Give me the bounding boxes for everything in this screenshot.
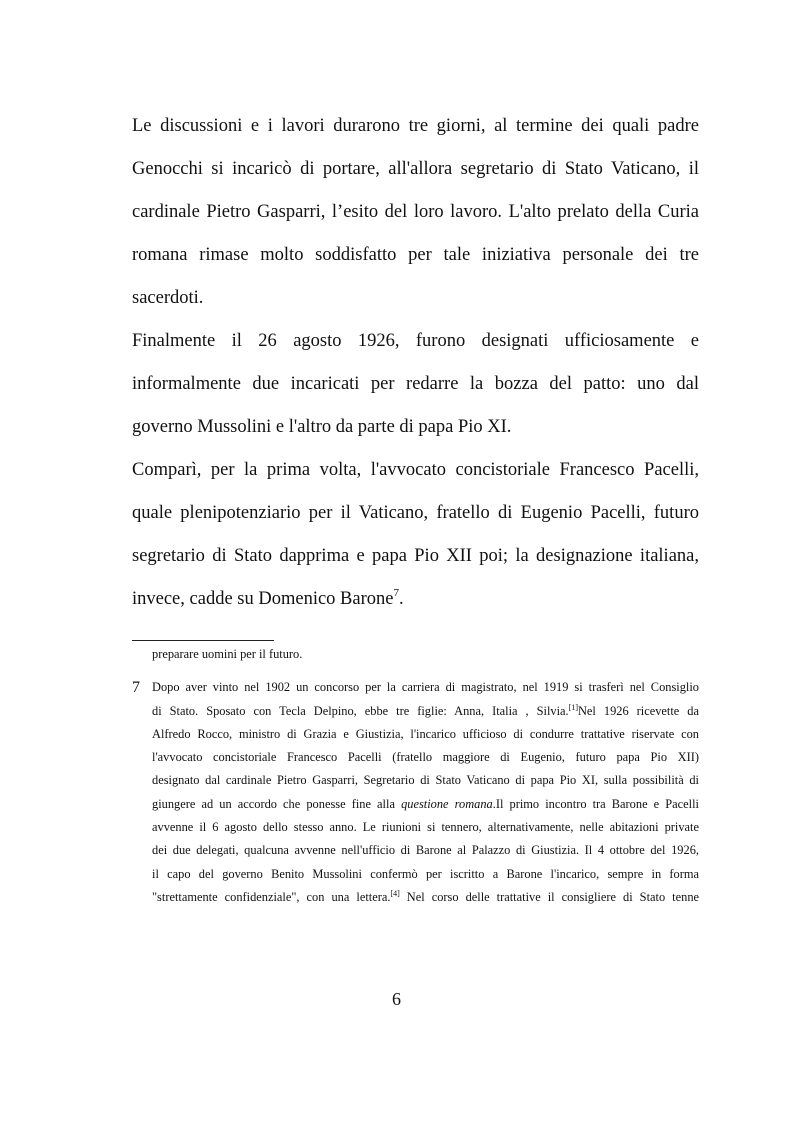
text-fragment: . bbox=[398, 589, 404, 609]
footnote-gap bbox=[132, 666, 699, 676]
text-line: quale plenipotenziario per il Vaticano, fratello di Eugenio Pacelli, futuro bbox=[132, 503, 699, 523]
text-line: segretario di Stato dapprima e papa Pio XII poi; la designazione italiana, bbox=[132, 546, 699, 566]
body-text bbox=[132, 105, 699, 621]
footnote-line: avvenne il 6 agosto dello stesso anno. Le riunioni si tennero, alternativamente, nelle abitazioni private bbox=[152, 820, 699, 835]
text-line: Comparì, per la prima volta, l'avvocato concistoriale Francesco Pacelli, bbox=[132, 460, 699, 480]
page-number: 6 bbox=[392, 989, 401, 1009]
text-line: sacerdoti. bbox=[132, 288, 204, 308]
text-fragment: "strettamente confidenziale", con una lettera. bbox=[152, 889, 391, 904]
footnote-separator bbox=[132, 640, 274, 641]
text-line: romana rimase molto soddisfatto per tale iniziativa personale dei tre bbox=[132, 245, 699, 265]
paragraph-3 bbox=[132, 449, 699, 621]
footnote-line: dei due delegati, qualcuna avvenne nell'ufficio di Barone al Palazzo di Giustizia. Il 4 ottobre del 1926, bbox=[152, 843, 699, 858]
footnote-line bbox=[132, 793, 699, 816]
text-line: governo Mussolini e l'altro da parte di papa Pio XI. bbox=[132, 417, 512, 437]
citation-reference[interactable]: [4] bbox=[390, 888, 400, 898]
footnote-line bbox=[132, 676, 699, 699]
footnote-line: il capo del governo Benito Mussolini confermò per iscritto a Barone l'incarico, sempre in forma bbox=[152, 866, 699, 881]
text-line bbox=[132, 578, 699, 621]
text-line: Finalmente il 26 agosto 1926, furono designati ufficiosamente e bbox=[132, 331, 699, 351]
footnote-continuation: preparare uomini per il futuro. bbox=[152, 647, 303, 661]
footnote-line bbox=[132, 886, 699, 909]
text-fragment: invece, cadde su Domenico Barone bbox=[132, 589, 394, 609]
text-line: Le discussioni e i lavori durarono tre giorni, al termine dei quali padre bbox=[132, 116, 699, 136]
footnotes bbox=[132, 643, 699, 909]
footnote-7 bbox=[132, 676, 699, 909]
text-fragment: giungere ad un accordo che ponesse fine alla bbox=[152, 796, 402, 811]
footnote-line: Alfredo Rocco, ministro di Grazia e Giustizia, l'incarico ufficioso di condurre trattative riservate con bbox=[152, 726, 699, 741]
citation-reference[interactable]: [1] bbox=[568, 702, 578, 712]
text-line: cardinale Pietro Gasparri, l’esito del loro lavoro. L'alto prelato della Curia bbox=[132, 202, 699, 222]
footnote-line: designato dal cardinale Pietro Gasparri, Segretario di Stato Vaticano di papa Pio XI, sulla possibilità di bbox=[152, 773, 699, 788]
footnote-line bbox=[132, 700, 699, 723]
footnote-line: l'avvocato concistoriale Francesco Pacelli (fratello maggiore di Eugenio, futuro papa Pio XII) bbox=[152, 750, 699, 765]
text-fragment: di Stato. Sposato con Tecla Delpino, ebbe tre figlie: Anna, Italia , Silvia. bbox=[152, 703, 569, 718]
paragraph-2 bbox=[132, 320, 699, 449]
text-line: informalmente due incaricati per redarre la bozza del patto: uno dal bbox=[132, 374, 699, 394]
text-fragment: Nel 1926 ricevette da bbox=[577, 703, 700, 718]
text-fragment: Nel corso delle trattative il consigliere di Stato tenne bbox=[399, 889, 700, 904]
text-fragment: Dopo aver vinto nel 1902 un concorso per la carriera di magistrato, nel 1919 si trasferì nel Consiglio bbox=[152, 680, 699, 695]
text-fragment: .Il primo incontro tra Barone e Pacelli bbox=[492, 796, 699, 811]
footnote-number: 7 bbox=[132, 679, 140, 697]
paragraph-1 bbox=[132, 105, 699, 320]
footnote-reference[interactable]: 7 bbox=[393, 587, 399, 599]
italic-term: questione romana bbox=[401, 796, 493, 811]
text-line: Genocchi si incaricò di portare, all'allora segretario di Stato Vaticano, il bbox=[132, 159, 699, 179]
